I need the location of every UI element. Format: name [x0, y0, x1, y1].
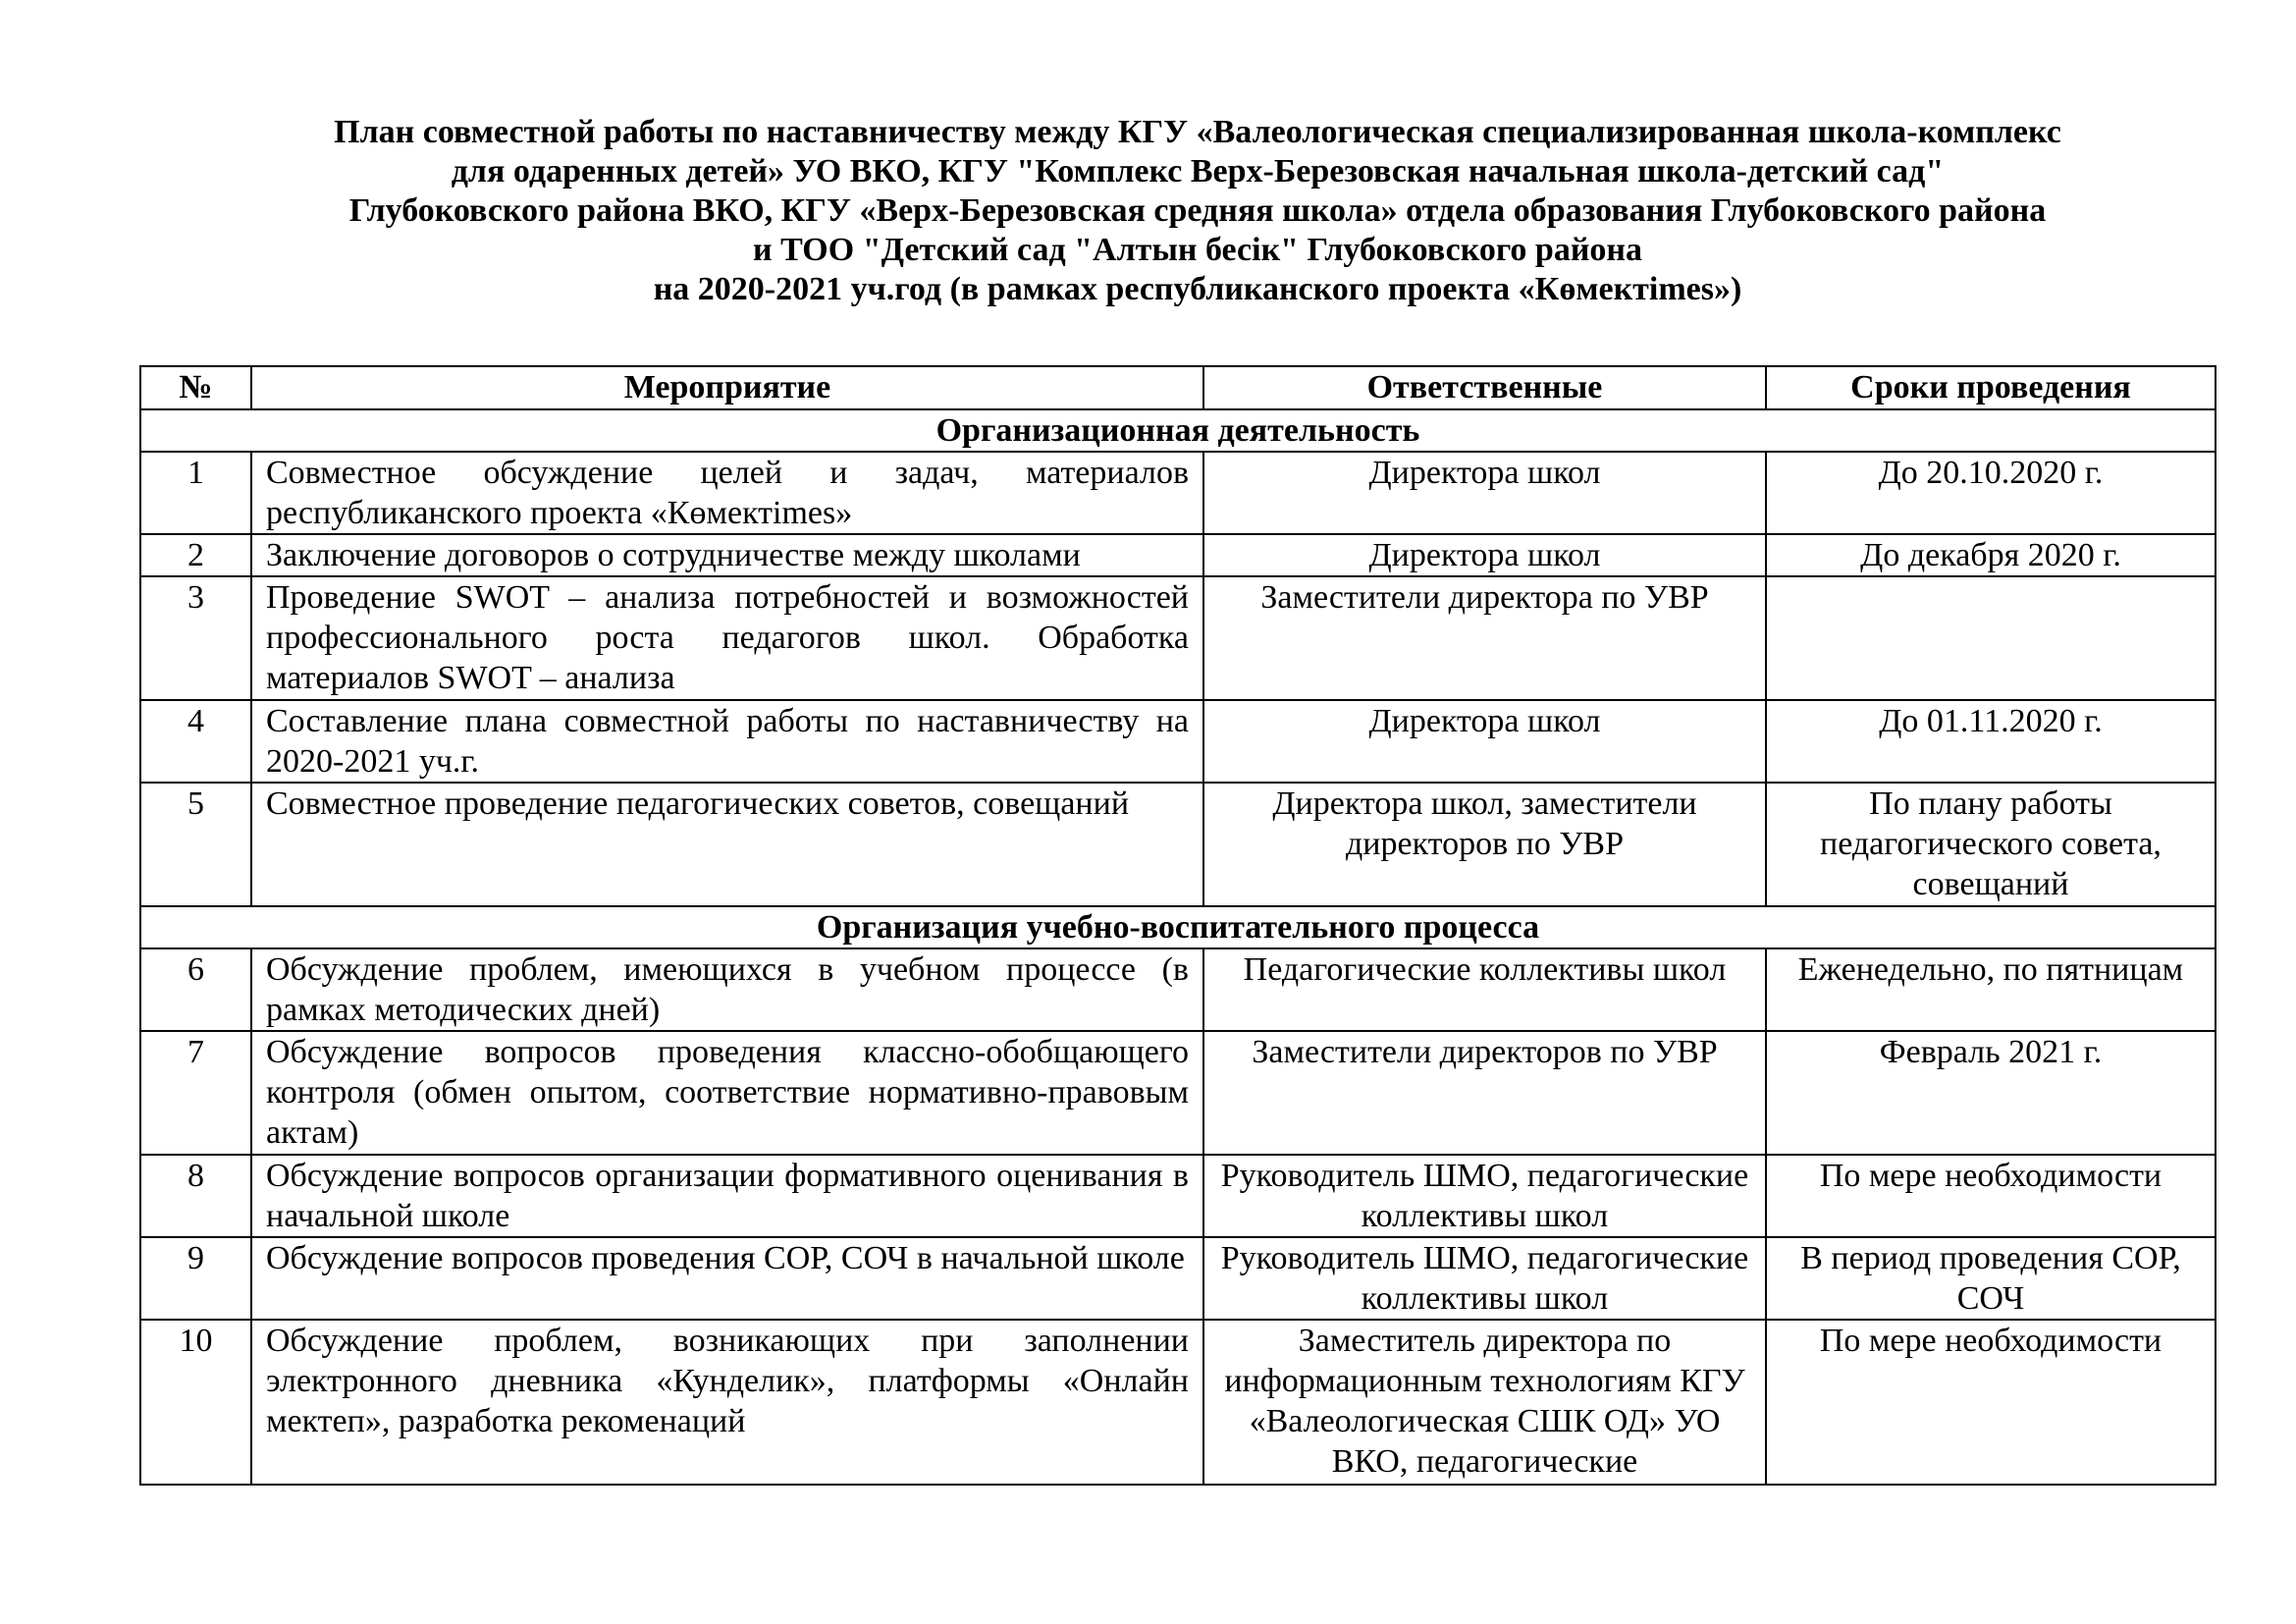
row-deadline — [1766, 576, 2216, 700]
title-line: и ТОО "Детский сад "Алтын бесік" Глубоковского района — [752, 232, 1643, 268]
header-num: № — [140, 366, 251, 409]
row-event: Обсуждение вопросов проведения СОР, СОЧ в начальной школе — [251, 1237, 1203, 1320]
header-deadline: Сроки проведения — [1766, 366, 2216, 409]
row-responsible: Руководитель ШМО, педагогические коллективы школ — [1203, 1237, 1766, 1320]
table-row — [140, 1155, 2216, 1237]
row-event: Составление плана совместной работы по наставничеству на 2020-2021 уч.г. — [251, 700, 1203, 783]
table-row — [140, 783, 2216, 906]
row-event: Обсуждение вопросов организации формативного оценивания в начальной школе — [251, 1155, 1203, 1237]
title-line: План совместной работы по наставничеству между КГУ «Валеологическая специализированная школа-комплекс — [334, 114, 2061, 150]
row-responsible: Директора школ — [1203, 452, 1766, 534]
row-responsible: Руководитель ШМО, педагогические коллективы школ — [1203, 1155, 1766, 1237]
row-deadline: В период проведения СОР, СОЧ — [1766, 1237, 2216, 1320]
row-responsible: Директора школ — [1203, 534, 1766, 576]
row-num: 1 — [140, 452, 251, 534]
section-row — [140, 409, 2216, 452]
row-responsible: Заместители директоров по УВР — [1203, 1031, 1766, 1155]
row-num: 10 — [140, 1320, 251, 1485]
row-event: Обсуждение вопросов проведения классно-обобщающего контроля (обмен опытом, соответствие нормативно-правовым актам) — [251, 1031, 1203, 1155]
row-deadline: До декабря 2020 г. — [1766, 534, 2216, 576]
document-title — [137, 113, 2258, 309]
row-responsible: Заместитель директора по информационным технологиям КГУ «Валеологическая СШК ОД» УО ВКО, педагогические — [1203, 1320, 1766, 1485]
row-event: Проведение SWOT – анализа потребностей и возможностей профессионального роста педагогов школ. Обработка материалов SWOT – анализа — [251, 576, 1203, 700]
section-row — [140, 906, 2216, 948]
table-row — [140, 534, 2216, 576]
header-responsible: Ответственные — [1203, 366, 1766, 409]
table-row — [140, 1031, 2216, 1155]
table-row — [140, 452, 2216, 534]
section-title: Организационная деятельность — [140, 409, 2216, 452]
title-line: Глубоковского района ВКО, КГУ «Верх-Березовская средняя школа» отдела образования Глубоковского района — [348, 192, 2047, 229]
row-event: Обсуждение проблем, имеющихся в учебном процессе (в рамках методических дней) — [251, 948, 1203, 1031]
plan-table — [139, 365, 2216, 1486]
row-deadline: Февраль 2021 г. — [1766, 1031, 2216, 1155]
table-row — [140, 948, 2216, 1031]
row-deadline: По мере необходимости — [1766, 1320, 2216, 1485]
row-deadline: По плану работы педагогического совета, совещаний — [1766, 783, 2216, 906]
row-num: 5 — [140, 783, 251, 906]
row-responsible: Директора школ, заместители директоров по УВР — [1203, 783, 1766, 906]
row-responsible: Директора школ — [1203, 700, 1766, 783]
row-num: 8 — [140, 1155, 251, 1237]
table-header-row — [140, 366, 2216, 409]
row-deadline: До 20.10.2020 г. — [1766, 452, 2216, 534]
row-event: Совместное проведение педагогических советов, совещаний — [251, 783, 1203, 906]
row-num: 3 — [140, 576, 251, 700]
table-row — [140, 1320, 2216, 1485]
table-row — [140, 576, 2216, 700]
row-event: Заключение договоров о сотрудничестве между школами — [251, 534, 1203, 576]
row-responsible: Заместители директора по УВР — [1203, 576, 1766, 700]
row-num: 4 — [140, 700, 251, 783]
row-num: 9 — [140, 1237, 251, 1320]
row-num: 6 — [140, 948, 251, 1031]
row-deadline: До 01.11.2020 г. — [1766, 700, 2216, 783]
row-num: 7 — [140, 1031, 251, 1155]
row-event: Совместное обсуждение целей и задач, материалов республиканского проекта «Көмектimes» — [251, 452, 1203, 534]
row-deadline: По мере необходимости — [1766, 1155, 2216, 1237]
header-event: Мероприятие — [251, 366, 1203, 409]
row-event: Обсуждение проблем, возникающих при заполнении электронного дневника «Кунделик», платформы «Онлайн мектеп», разработка рекоменаций — [251, 1320, 1203, 1485]
row-num: 2 — [140, 534, 251, 576]
table-row — [140, 700, 2216, 783]
title-line: для одаренных детей» УО ВКО, КГУ "Комплекс Верх-Березовская начальная школа-детский сад" — [451, 153, 1945, 189]
title-line: на 2020-2021 уч.год (в рамках республиканского проекта «Көмектimes») — [653, 271, 1742, 307]
row-responsible: Педагогические коллективы школ — [1203, 948, 1766, 1031]
section-title: Организация учебно-воспитательного процесса — [140, 906, 2216, 948]
table-row — [140, 1237, 2216, 1320]
row-deadline: Еженедельно, по пятницам — [1766, 948, 2216, 1031]
